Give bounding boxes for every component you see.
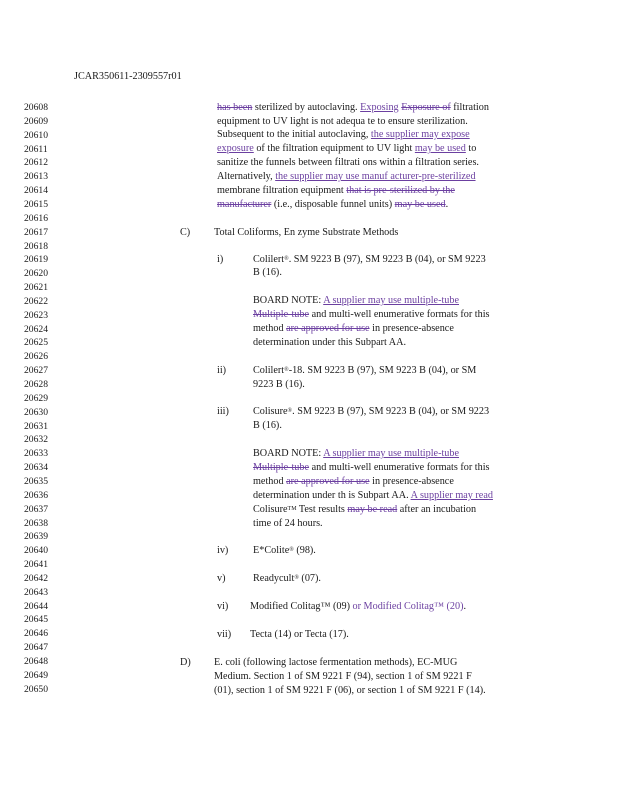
line-number: 20643 xyxy=(24,586,48,598)
line-number: 20620 xyxy=(24,268,48,280)
line-number: 20616 xyxy=(24,212,48,224)
board-note-2-line-1: BOARD NOTE: A supplier may use multiple-tube xyxy=(253,448,459,459)
document-id: JCAR350611-2309557r01 xyxy=(74,71,182,82)
item-iii-text-line2: B (16). xyxy=(253,420,282,431)
line-number: 20634 xyxy=(24,462,48,474)
item-i-text: Colilert®. SM 9223 B (97), SM 9223 B (04), or SM 9223 xyxy=(253,254,486,265)
item-iii-label: iii) xyxy=(217,406,229,417)
line-number: 20650 xyxy=(24,683,48,695)
line-number: 20639 xyxy=(24,531,48,543)
para-line-2: equipment to UV light is not adequa te to ensure sterilization. xyxy=(217,116,468,127)
line-number: 20648 xyxy=(24,656,48,667)
line-number: 20630 xyxy=(24,406,48,418)
line-number: 20619 xyxy=(24,254,48,266)
board-note-2-line-3: method are approved for use in presence-absence xyxy=(253,476,454,487)
board-note-2-line-5: Colisure™ Test results may be read after an incubation xyxy=(253,504,477,515)
item-vi-text: Modified Colitag™ (09) or Modified Colitag™ (20). xyxy=(250,601,467,612)
section-d-line-2: Medium. Section 1 of SM 9221 F (94), section 1 of SM 9221 F xyxy=(214,671,472,682)
board-note-2-line-6: time of 24 hours. xyxy=(253,518,323,529)
board-note-1-line-2: Multiple-tube and multi-well enumerative formats for this xyxy=(253,309,490,320)
line-number: 20631 xyxy=(24,420,48,432)
item-v-text: Readycult® (07). xyxy=(253,573,321,584)
line-number: 20641 xyxy=(24,559,48,570)
line-number: 20617 xyxy=(24,226,48,238)
line-number: 20638 xyxy=(24,517,48,529)
item-ii-text-line2: 9223 B (16). xyxy=(253,379,305,390)
line-number: 20645 xyxy=(24,614,48,626)
line-number: 20623 xyxy=(24,309,48,321)
section-d-line-1: E. coli (following lactose fermentation methods), EC-MUG xyxy=(214,657,458,668)
item-i-text-line2: B (16). xyxy=(253,267,282,278)
board-note-1-line-3: method are approved for use in presence-absence xyxy=(253,323,454,334)
line-number: 20611 xyxy=(24,143,48,155)
line-number: 20642 xyxy=(24,572,48,584)
section-d-label: D) xyxy=(180,657,191,668)
para-line-7: membrane filtration equipment that is pre-sterilized by the xyxy=(217,185,455,196)
section-d-line-3: (01), section 1 of SM 9221 F (06), or section 1 of SM 9221 F (14). xyxy=(214,685,486,696)
line-number: 20644 xyxy=(24,600,48,612)
item-vii-label: vii) xyxy=(217,629,232,640)
para-line-4: exposure of the filtration equipment to UV light may be used to xyxy=(217,143,477,154)
para-line-1: has been sterilized by autoclaving. Exposing Exposure of filtration xyxy=(217,102,489,113)
line-number: 20618 xyxy=(24,240,48,252)
item-iii-text: Colisure®. SM 9223 B (97), SM 9223 B (04), or SM 9223 xyxy=(253,406,490,417)
line-number: 20626 xyxy=(24,351,48,363)
line-number: 20622 xyxy=(24,295,48,307)
line-number: 20635 xyxy=(24,475,48,487)
para-line-8: manufacturer (i.e., disposable funnel units) may be used. xyxy=(217,199,449,210)
section-c-label: C) xyxy=(180,227,191,238)
line-number: 20610 xyxy=(24,129,48,141)
item-ii-label: ii) xyxy=(217,365,227,376)
line-number: 20640 xyxy=(24,545,48,557)
line-number: 20649 xyxy=(24,669,48,681)
line-number: 20632 xyxy=(24,434,48,446)
item-ii-text: Colilert®-18. SM 9223 B (97), SM 9223 B (04), or SM xyxy=(253,365,477,376)
board-note-2-line-4: determination under th is Subpart AA. A supplier may read xyxy=(253,490,493,501)
item-i-label: i) xyxy=(217,254,224,265)
line-number: 20615 xyxy=(24,198,48,210)
line-number: 20628 xyxy=(24,379,48,390)
line-number: 20636 xyxy=(24,489,48,501)
line-number: 20613 xyxy=(24,171,48,183)
line-number: 20627 xyxy=(24,365,48,377)
item-vii-text: Tecta (14) or Tecta (17). xyxy=(250,629,349,640)
line-number: 20614 xyxy=(24,185,48,197)
line-number: 20608 xyxy=(24,102,48,113)
line-number: 20637 xyxy=(24,503,48,515)
section-c-title: Total Coliforms, En zyme Substrate Methods xyxy=(214,227,399,238)
para-line-5: sanitize the funnels between filtrati ons within a filtration series. xyxy=(217,157,479,168)
board-note-2-line-2: Multiple-tube and multi-well enumerative formats for this xyxy=(253,462,490,473)
line-number: 20624 xyxy=(24,323,48,335)
line-number: 20609 xyxy=(24,115,48,127)
item-v-label: v) xyxy=(217,573,226,584)
line-number: 20647 xyxy=(24,642,48,654)
line-number: 20633 xyxy=(24,448,48,460)
line-number: 20621 xyxy=(24,282,48,293)
board-note-1-line-4: determination under this Subpart AA. xyxy=(253,337,407,348)
item-iv-text: E*Colite® (98). xyxy=(253,545,316,556)
item-vi-label: vi) xyxy=(217,601,229,612)
para-line-3: Subsequent to the initial autoclaving, the supplier may expose xyxy=(217,129,470,140)
line-number: 20612 xyxy=(24,157,48,169)
item-iv-label: iv) xyxy=(217,545,229,556)
para-line-6: Alternatively, the supplier may use manuf acturer-pre-sterilized xyxy=(217,171,476,182)
line-number: 20625 xyxy=(24,337,48,349)
line-number: 20646 xyxy=(24,628,48,640)
line-number: 20629 xyxy=(24,392,48,404)
board-note-1-line-1: BOARD NOTE: A supplier may use multiple-tube xyxy=(253,295,459,306)
